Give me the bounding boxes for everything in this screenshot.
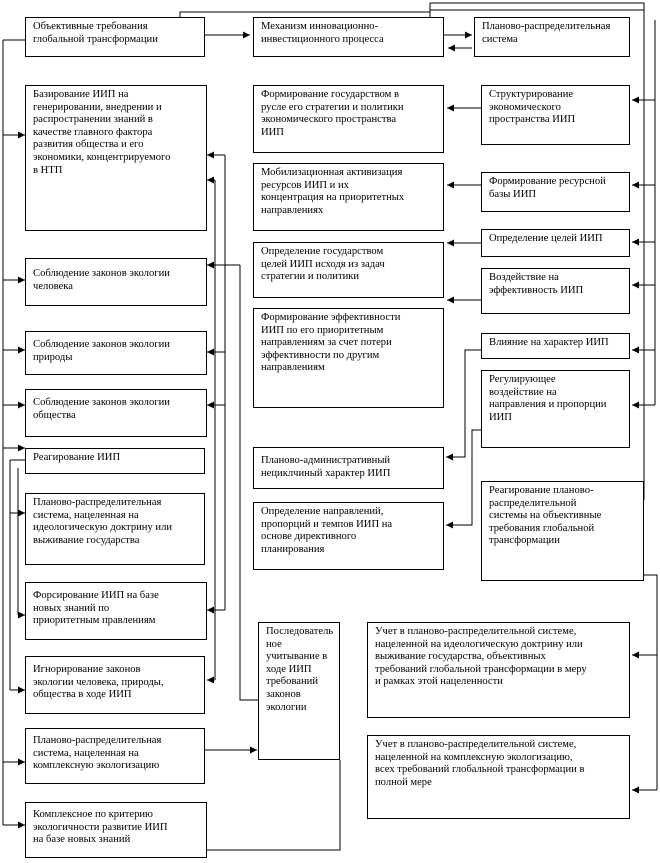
box-sequential-accounting-text: Последователь ное учитывание в ходе ИИП требований законов экологии (266, 626, 334, 713)
box-formation-state-text: Формирование государством в русле его стратегии и политики экономического пространства ИИП (261, 89, 404, 138)
box-resource-base-text: Формирование ресурсной базы ИИП (489, 176, 606, 200)
box-admin-character-text: Планово-административный нециклчиный характер ИИП (261, 455, 391, 479)
box-impact-efficiency (481, 268, 630, 314)
box-influence-character (481, 333, 630, 359)
box-regulating-impact (481, 370, 630, 448)
box-reaction-iip (25, 448, 205, 474)
box-basing-iip-text: Базирование ИИП на генерировании, внедрении и распространении знаний в качестве главного фактора развития общества и его экономики, концентрируемого в НТП (33, 89, 171, 176)
box-ignoring-ecology-text: Игнорирование законов экологии человека, природы, общества в ходе ИИП (33, 664, 164, 701)
box-ecology-nature (25, 331, 207, 375)
top-loop (430, 3, 644, 17)
box-ecology-nature-text: Соблюдение законов экологии природы (33, 339, 170, 363)
box-system-ideology (25, 493, 205, 565)
box-complex-development-text: Комплексное по критерию экологичности развитие ИИП на базе новых знаний (33, 809, 168, 846)
box-goals-state-text: Определение государством целей ИИП исходя из задач стратегии и политики (261, 246, 385, 283)
box-directions-definition (253, 502, 444, 570)
box-basing-iip (25, 85, 207, 231)
box-impact-efficiency-text: Воздействие на эффективность ИИП (489, 272, 584, 296)
box-objective-requirements-text: Объективные требования глобальной трансформации (33, 21, 158, 45)
box-complex-development (25, 802, 207, 858)
box-mechanism (253, 17, 444, 57)
box-directions-definition-text: Определение направлений, пропорций и темпов ИИП на основе директивного планирования (261, 506, 393, 555)
box-structuring (481, 85, 630, 145)
right-rail-3 (644, 575, 657, 790)
box-system-ecologization (25, 728, 205, 784)
box-admin-character (253, 447, 444, 489)
box-mobilization (253, 163, 444, 231)
box-mobilization-text: Мобилизационная активизация ресурсов ИИП и их концентрация на приоритетных направлениях (261, 167, 405, 216)
box-formation-state (253, 85, 444, 153)
box-efficiency-formation (253, 308, 444, 408)
box-ecology-human (25, 258, 207, 306)
box-structuring-text: Структурирование экономического пространства ИИП (489, 89, 576, 126)
box-reaction-system (481, 481, 644, 581)
box-efficiency-formation-text: Формирование эффективности ИИП по его приоритетным направлениям за счет потери эффективности по другим направлениям (261, 312, 401, 374)
box-ignoring-ecology (25, 656, 205, 714)
box-planned-system-text: Планово-распределительная система (482, 21, 611, 45)
box-resource-base (481, 172, 630, 212)
box-sequential-accounting (258, 622, 340, 760)
box-goals-state (253, 242, 444, 298)
box-account-full (367, 735, 630, 819)
box-ecology-society-text: Соблюдение законов экологии общества (33, 397, 170, 421)
link-regulating-directions (446, 430, 481, 525)
link-influence-admin (446, 350, 481, 457)
box-system-ideology-text: Планово-распределительная система, нацеленная на идеологическую доктрину или выживание государства (33, 497, 173, 546)
box-mechanism-text: Механизм инновационно- инвестиционного процесса (261, 21, 384, 45)
box-objective-requirements (25, 17, 205, 57)
box-ecology-society (25, 389, 207, 437)
box-influence-character-text: Влияние на характер ИИП (489, 337, 609, 348)
box-forcing-iip (25, 582, 207, 640)
box-planned-system (474, 17, 630, 57)
box-reaction-system-text: Реагирование планово- распределительной системы на объективные требования глобальной трансформации (489, 485, 602, 547)
box-account-full-text: Учет в планово-распределительной системе, нацеленной на комплексную экологизацию, всех требований глобальной трансформации в полной мере (375, 739, 585, 788)
link-sequential-complex (205, 760, 340, 850)
box-account-measure (367, 622, 630, 718)
box-goals-definition-text: Определение целей ИИП (489, 233, 603, 244)
box-regulating-impact-text: Регулирующее воздействие на направления и пропорции ИИП (489, 374, 607, 423)
box-goals-definition (481, 229, 630, 257)
box-account-measure-text: Учет в планово-распределительной системе, нацеленной на идеологическую доктрину или выживание государства, объективных требований глобальной трансформации в меру и рамках этой нацеленности (375, 626, 587, 688)
box-reaction-iip-text: Реагирование ИИП (33, 452, 121, 463)
box-system-ecologization-text: Планово-распределительная система, нацеленная на комплексную экологизацию (33, 735, 162, 772)
box-forcing-iip-text: Форсирование ИИП на базе новых знаний по приоритетным правлениям (33, 590, 159, 627)
box-ecology-human-text: Соблюдение законов экологии человека (33, 268, 170, 292)
